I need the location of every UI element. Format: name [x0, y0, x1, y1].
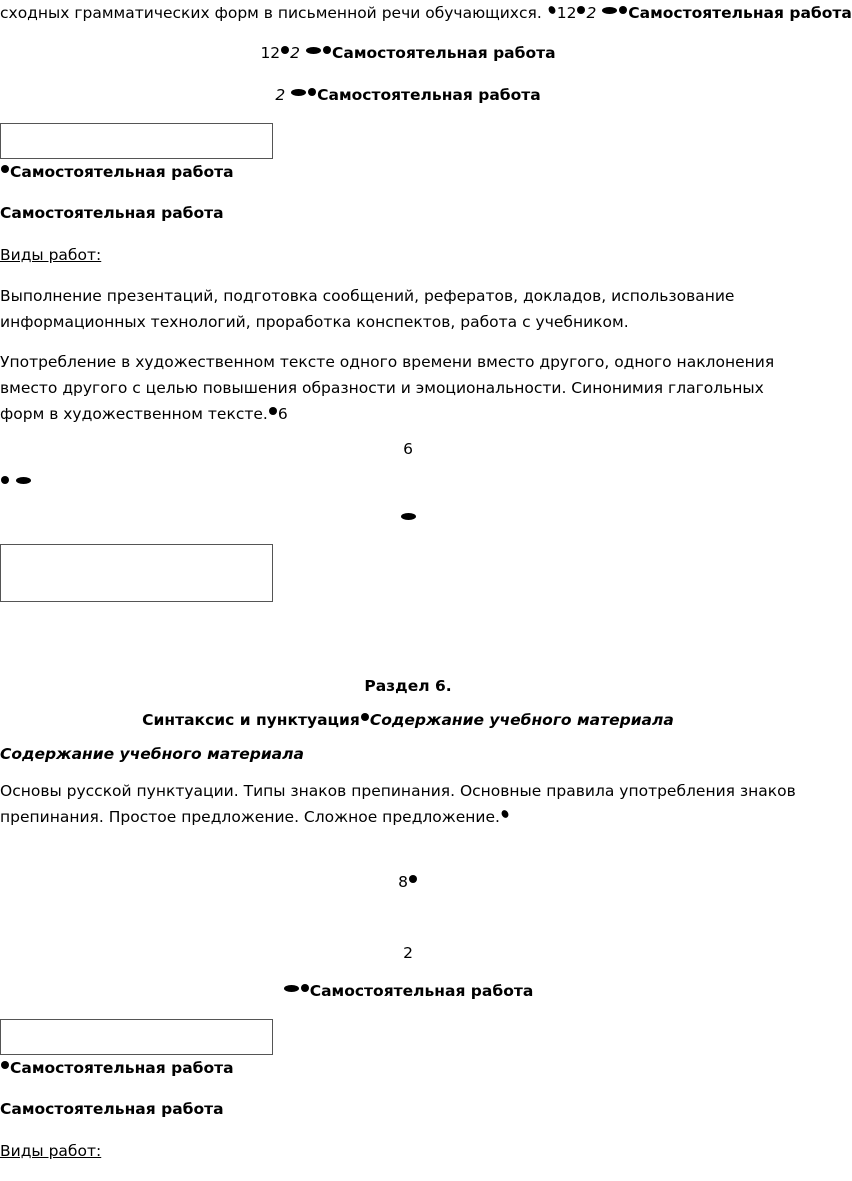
bullet-icon — [1, 1061, 9, 1069]
section-heading: Раздел 6. — [364, 677, 452, 695]
line-3-title: Самостоятельная работа — [317, 86, 541, 104]
blob-row — [0, 506, 816, 532]
blob-icon — [284, 985, 299, 992]
content-title-inline: Содержание учебного материала — [369, 711, 674, 729]
bullet-icon — [577, 6, 585, 14]
line-4-title: Самостоятельная работа — [10, 163, 234, 181]
bullet-row — [0, 470, 32, 496]
bullet-icon — [301, 984, 309, 992]
sr-title-3: Самостоятельная работа — [10, 1059, 234, 1077]
text-line-sr-4: Самостоятельная работа — [0, 1100, 224, 1118]
line-1-text: сходных грамматических форм в письменной речи обучающихся. — [0, 4, 542, 22]
line-1-title: Самостоятельная работа — [628, 4, 852, 22]
hours-8-number: 8 — [398, 873, 408, 891]
hours-6: 6 — [403, 440, 413, 458]
works-paragraph: Выполнение презентаций, подготовка сообщений, рефератов, докладов, использование информационных технологий, проработка конспектов, работа с учебником. — [0, 287, 735, 331]
bullet-icon — [1, 476, 9, 484]
blob-icon — [306, 47, 321, 54]
text-line-sr-2 — [0, 978, 816, 1004]
hours-8 — [0, 869, 816, 895]
works-heading-2: Виды работ: — [0, 1142, 102, 1160]
bullet-icon — [308, 88, 316, 96]
line-1-number: 12 — [556, 4, 577, 22]
blob-icon — [291, 89, 306, 96]
text-line-2 — [0, 40, 816, 66]
line-2-italic-number: 2 — [290, 44, 301, 62]
empty-box-1 — [0, 123, 273, 159]
blob-icon — [602, 7, 617, 14]
empty-box-3 — [0, 1019, 273, 1055]
syntax-title: Синтаксис и пунктуация — [142, 711, 360, 729]
bullet-icon — [547, 5, 557, 15]
punctuation-paragraph — [0, 778, 810, 830]
content-title: Содержание учебного материала — [0, 745, 304, 763]
bullet-icon — [323, 46, 331, 54]
bullet-icon — [409, 875, 417, 883]
punctuation-text: Основы русской пунктуации. Типы знаков препинания. Основные правила употребления знаков препинания. Простое предложение. Сложное предложение. — [0, 782, 796, 826]
usage-paragraph — [0, 349, 810, 427]
bullet-icon — [500, 809, 510, 819]
sr-title-2: Самостоятельная работа — [309, 982, 534, 1000]
empty-box-2 — [0, 544, 273, 602]
hours-2: 2 — [403, 944, 413, 962]
bullet-icon — [269, 407, 277, 415]
blob-icon — [401, 513, 416, 520]
text-line-4 — [0, 159, 234, 185]
text-line-sr-3 — [0, 1055, 234, 1081]
usage-number: 6 — [277, 405, 288, 423]
text-line-1 — [0, 0, 852, 26]
text-line-5: Самостоятельная работа — [0, 204, 224, 222]
bullet-icon — [1, 165, 9, 173]
line-3-italic-number: 2 — [275, 86, 286, 104]
bullet-icon — [619, 6, 627, 14]
blob-icon — [16, 477, 31, 484]
text-line-3 — [0, 82, 816, 108]
bullet-icon — [281, 46, 289, 54]
bullet-icon — [361, 713, 369, 721]
syntax-heading — [0, 707, 816, 733]
usage-text: Употребление в художественном тексте одного времени вместо другого, одного наклонения вместо другого с целью повышения образности и эмоциональности. Синонимия глагольных форм в художественном тексте. — [0, 353, 775, 423]
line-1-italic-number: 2 — [586, 4, 597, 22]
line-2-number: 12 — [260, 44, 281, 62]
works-heading: Виды работ: — [0, 246, 102, 264]
line-2-title: Самостоятельная работа — [331, 44, 556, 62]
